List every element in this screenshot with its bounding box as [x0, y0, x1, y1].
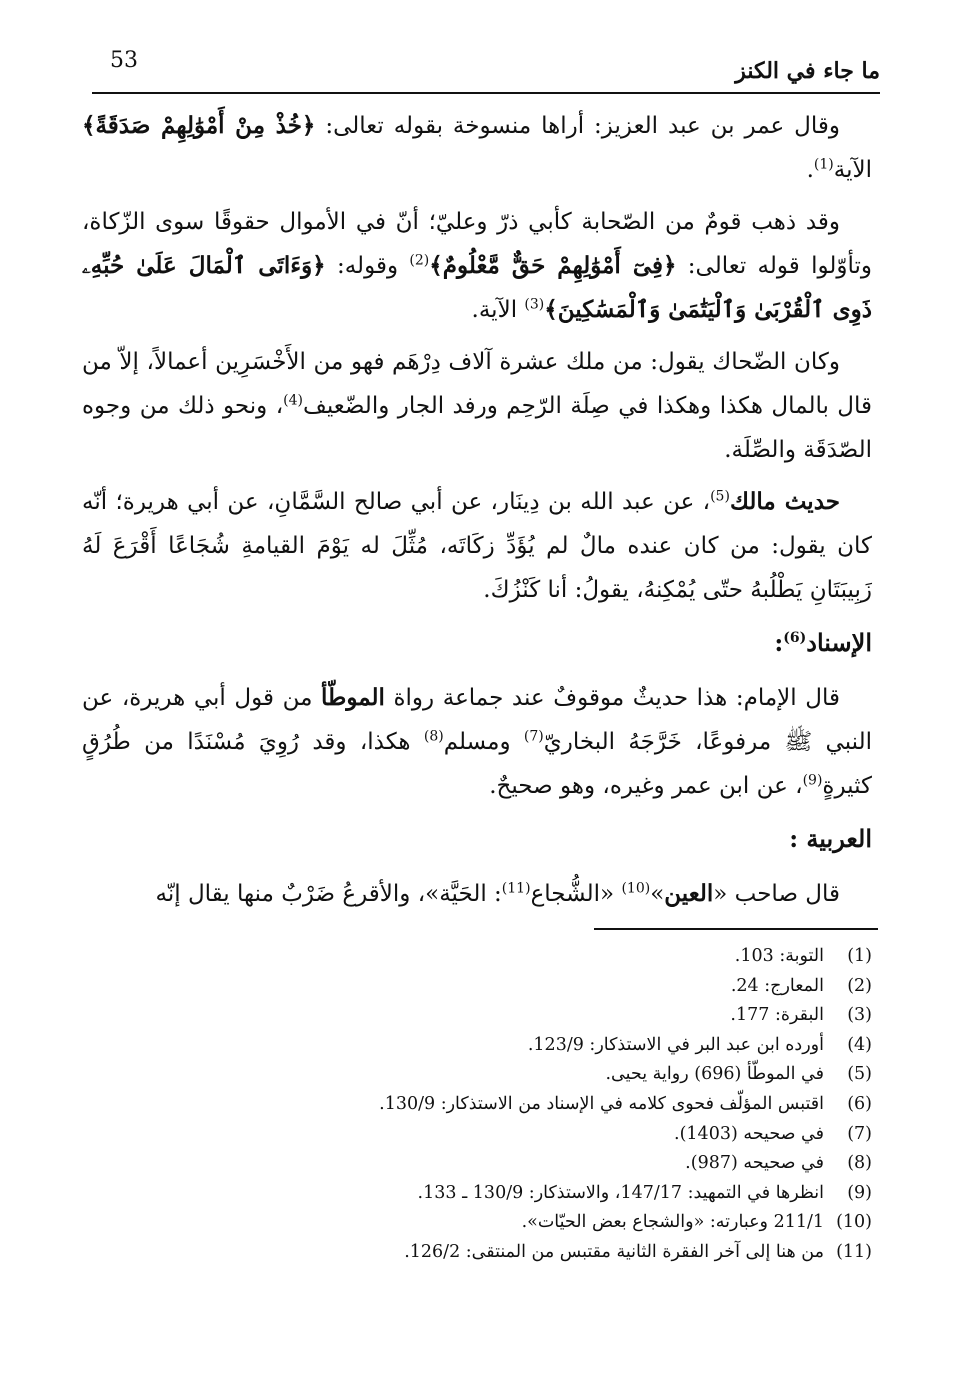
footnote-ref: (7): [523, 728, 544, 745]
footnote-item: [82, 1120, 872, 1150]
footnote-separator: [594, 928, 878, 930]
page-number: 53: [110, 48, 138, 73]
hadith-label: حديث مالك: [729, 488, 840, 515]
text-span: هكذا، وقد رُوِيَ مُسْنَدًا من طُرُقٍ كثيرةٍ: [82, 729, 872, 799]
footnote-item: [82, 1031, 872, 1061]
section-heading-isnad: [82, 620, 872, 666]
footnote-item: [82, 1179, 872, 1209]
footnote-ref: (5): [710, 488, 730, 505]
quran-quote: ﴿فِىٓ أَمْوَٰلِهِمْ حَقٌّ مَّعْلُومٌ﴾: [429, 252, 677, 279]
text-span: الآية: [833, 157, 872, 183]
text-span: وكان الضّحاك يقول: من ملك عشرة آلاف دِرْهَم فهو من الأَخْسَرِين أعمالاً، إلاّ من قال بالمال هكذا وهكذا في صِلَة الرّحِم ورفد الجار والضّعيف: [82, 349, 873, 419]
heading-text: الإسناد: [806, 628, 872, 657]
heading-colon: :: [774, 628, 784, 657]
footnote-ref: (3): [524, 296, 545, 313]
footnote-number: (11): [836, 1241, 872, 1262]
footnote-ref: (11): [501, 880, 531, 897]
footnote-ref: (1): [813, 156, 834, 173]
footnote-text: من هنا إلى آخر الفقرة الثانية مقتبس من المنتقى: 126/2.: [404, 1241, 824, 1262]
footnote-ref: (6): [783, 630, 807, 646]
footnote-item: [82, 1238, 872, 1268]
text-span: : الحَيَّة»، والأقرعُ ضَرْبٌ منها يقال إنّه: [155, 881, 502, 907]
text-span: من قول أبي هريرة، عن النبي ﷺ مرفوعًا، خَرَّجَهُ البخاريّ: [82, 685, 872, 755]
footnote-text: 211/1 وعبارته: «والشجاع بعض الحيّات».: [521, 1212, 824, 1233]
footnote-number: (2): [847, 975, 872, 996]
text-span: «الشُّجاع: [530, 881, 622, 907]
paragraph-umar: [82, 104, 872, 192]
main-text: [82, 104, 872, 916]
footnote-text: أورده ابن عبد البر في الاستذكار: 123/9.: [527, 1034, 824, 1055]
text-span: »: [650, 881, 665, 907]
footnotes-list: [82, 942, 872, 1268]
footnote-number: (7): [847, 1123, 872, 1144]
text-span: ، ونحو ذلك من وجوه الصّدَقَة والصِّلَة.: [82, 393, 872, 463]
footnote-text: انظرها في التمهيد: 147/17، والاستذكار: 130/9 ـ 133.: [417, 1182, 824, 1203]
footnote-number: (3): [847, 1005, 872, 1026]
text-span: الآية.: [471, 297, 525, 323]
footnote-number: (4): [847, 1034, 872, 1055]
footnote-number: (10): [836, 1212, 872, 1233]
footnote-text: في الموطّأ (696) رواية يحيى.: [605, 1064, 824, 1085]
footnote-number: (1): [847, 946, 872, 966]
book-name: العين: [664, 880, 714, 907]
footnote-item: [82, 1149, 872, 1179]
footnote-ref: (8): [423, 728, 444, 745]
footnote-text: المعارج: 24.: [730, 975, 824, 996]
footnote-text: اقتبس المؤلّف فحوى كلامه في الإسناد من الاستذكار: 130/9.: [379, 1093, 824, 1114]
footnote-item: [82, 1060, 872, 1090]
footnote-ref: (4): [283, 392, 304, 409]
footnote-number: (6): [847, 1093, 872, 1114]
footnote-item: [82, 1090, 872, 1120]
footnote-ref: (9): [802, 772, 823, 789]
header-rule: [92, 92, 880, 94]
text-span: وقال عمر بن عبد العزيز: أراها منسوخة بقوله تعالى:: [315, 113, 840, 139]
text-span: قال صاحب «: [713, 881, 840, 907]
paragraph-companions: [82, 200, 872, 332]
paragraph-hadith-malik: [82, 480, 872, 612]
paragraph-imam: [82, 676, 872, 808]
footnote-text: في صحيحه (987).: [685, 1153, 824, 1174]
text-span: ومسلم: [443, 729, 524, 755]
footnote-number: (8): [847, 1153, 872, 1174]
paragraph-dahhak: [82, 340, 872, 472]
footnote-number: (5): [847, 1064, 872, 1085]
quran-quote: ﴿وَءَاتَى ٱلْمَالَ عَلَىٰ حُبِّهِۦ ذَوِى ٱلْقُرْبَىٰ وَٱلْيَتَٰمَىٰ وَٱلْمَسَٰكِينَ﴾: [82, 252, 872, 323]
running-title: ما جاء في الكنز: [735, 58, 880, 84]
section-heading-arabiyya: العربية :: [789, 824, 872, 853]
footnote-ref: (10): [621, 880, 651, 897]
paragraph-ayn: [82, 872, 872, 916]
text-span: وقوله:: [325, 253, 410, 279]
footnote-ref: (2): [409, 252, 430, 269]
footnote-text: في صحيحه (1403).: [674, 1123, 824, 1144]
text-span: .: [806, 157, 814, 183]
footnote-item: [82, 972, 872, 1002]
footnote-text: البقرة: 177.: [730, 1005, 824, 1026]
text-span: قال الإمام: هذا حديثٌ موقوفٌ عند جماعة رواة: [384, 685, 840, 711]
footnote-item: [82, 1208, 872, 1238]
text-span: ، عن عبد الله بن دِينَار، عن أبي صالح السَّمَّانِ، عن أبي هريرة؛ أنّه كان يقول: من كان عنده مالٌ لم يُؤَدِّ زكَاتَه، مُثِّلَ له يَوْمَ القيامةِ شُجَاعًا أَقْرَعَ لَهُ زَبِيبَتَانِ يَطْلُبهُ حتّى يُمْكِنهُ، يقولُ: أنا كَنْزُكَ.: [82, 489, 872, 603]
book-name: الموطّأ: [321, 684, 385, 711]
footnote-text: التوبة: 103.: [734, 946, 824, 966]
footnote-item: [82, 942, 872, 972]
text-span: وقد ذهب قومٌ من الصّحابة كأبي ذرّ وعليّ؛ أنّ في الأموال حقوقًا سوى الزّكاة، وتأوّلوا قوله تعالى:: [82, 209, 872, 279]
text-span: ، عن ابن عمر وغيره، وهو صحيحٌ.: [489, 773, 803, 799]
footnote-item: [82, 1001, 872, 1031]
quran-quote: ﴿خُذْ مِنْ أَمْوَٰلِهِمْ صَدَقَةً﴾: [82, 112, 316, 139]
footnote-number: (9): [847, 1182, 872, 1203]
page-header: [92, 48, 880, 94]
